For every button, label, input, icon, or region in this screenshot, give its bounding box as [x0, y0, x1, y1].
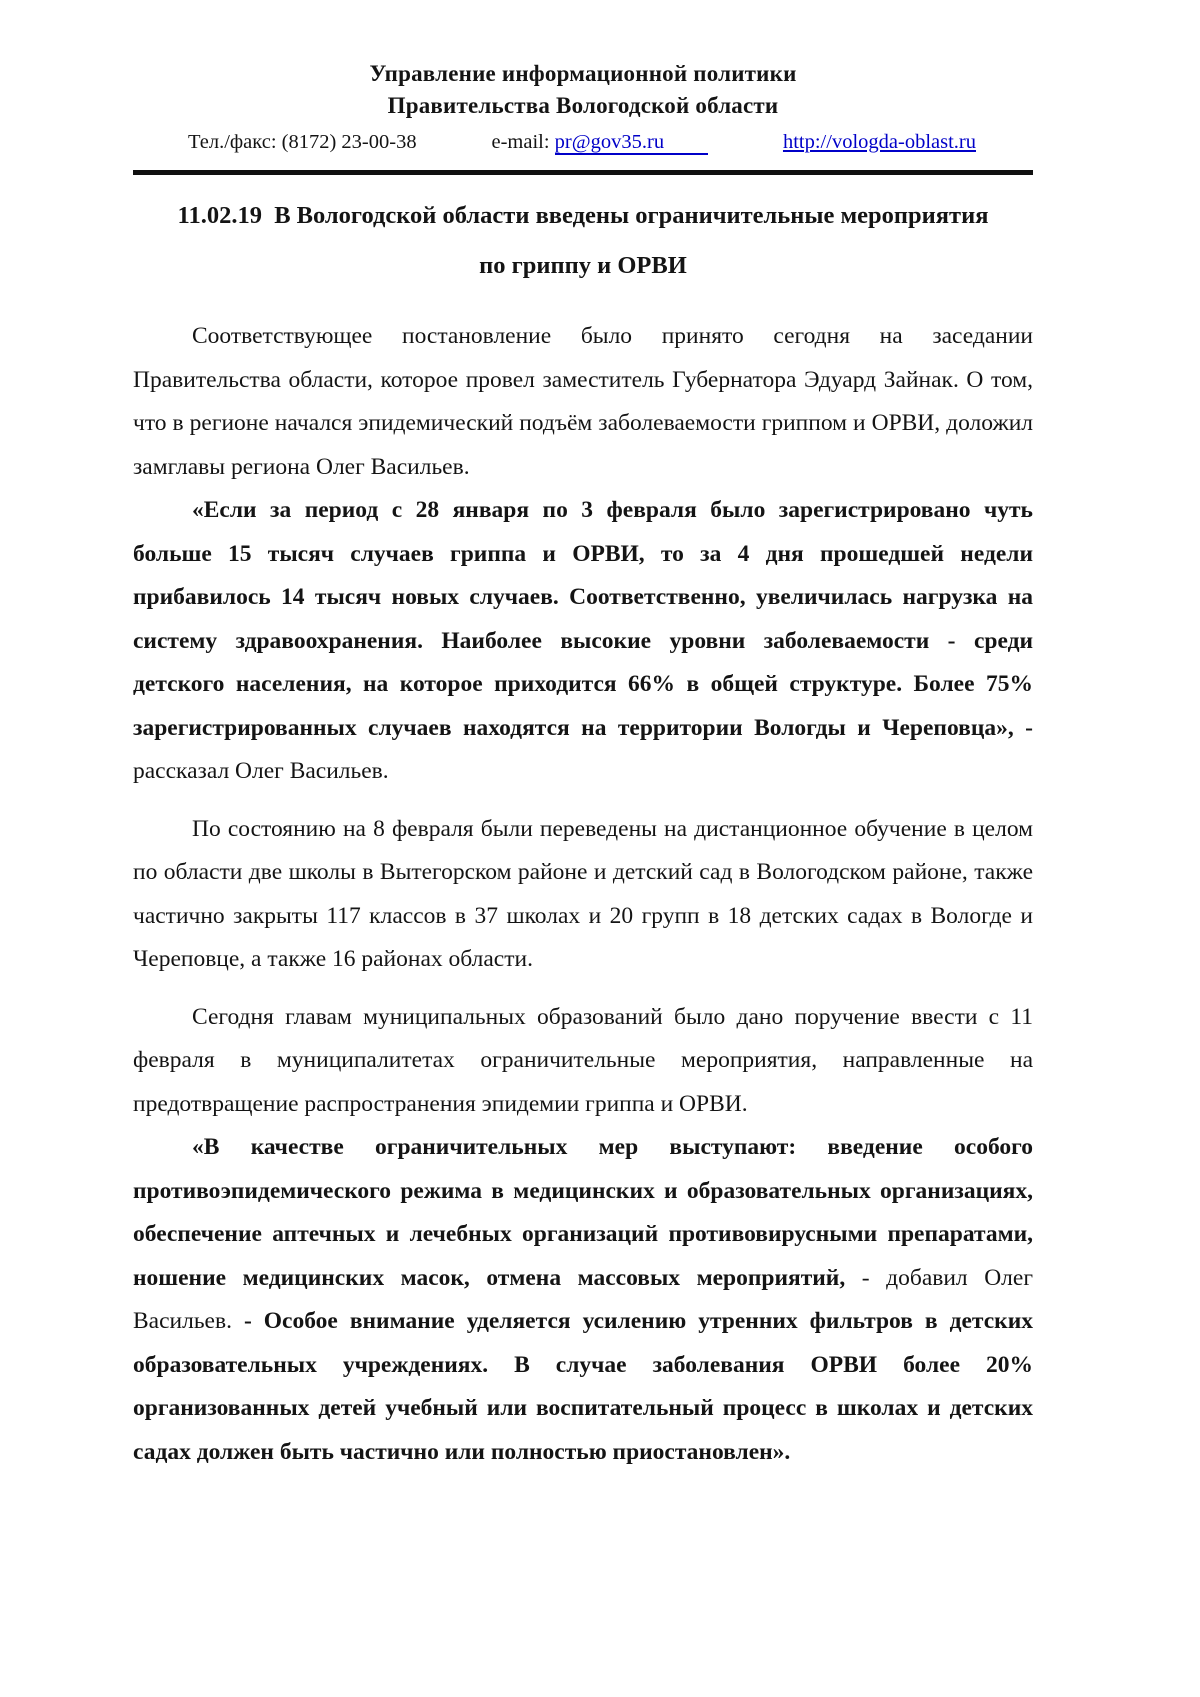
email-group [491, 129, 708, 155]
paragraph-1 [133, 315, 1033, 489]
paragraph-5 [133, 1126, 1033, 1474]
email-link[interactable]: pr@gov35.ru [555, 131, 708, 155]
contact-row [133, 129, 1033, 155]
paragraph-4-text: Сегодня главам муниципальных образований было дано поручение ввести с 11 февраля в муниципалитетах ограничительные мероприятия, направленные на предотвращение распространения эпидемии гриппа и ОРВИ. [133, 1003, 1033, 1117]
article-body [133, 315, 1033, 1474]
letterhead [133, 58, 1033, 175]
org-name-line2: Правительства Вологодской области [387, 93, 779, 118]
org-name-line1: Управление информационной политики [369, 61, 797, 86]
article-title-line2: по гриппу и ОРВИ [479, 252, 687, 279]
paragraph-3 [133, 808, 1033, 982]
paragraph-3-text: По состоянию на 8 февраля были переведены на дистанционное обучение в целом по области две школы в Вытегорском районе и детский сад в Вологодском районе, также частично закрыты 117 классов в 37 школах и 20 групп в 18 детских садах в Вологде и Череповце, а также 16 районах области. [133, 815, 1033, 972]
phone-fax: Тел./факс: (8172) 23-00-38 [188, 131, 417, 153]
paragraph-2 [133, 489, 1033, 794]
article-title-line1: 11.02.19 В Вологодской области введены ограничительные мероприятия [177, 202, 989, 229]
paragraph-2-attribution: рассказал Олег Васильев. [133, 758, 389, 784]
paragraph-2-quote: «Если за период с 28 января по 3 февраля было зарегистрировано чуть больше 15 тысяч случаев гриппа и ОРВИ, то за 4 дня прошедшей недели прибавилось 14 тысяч новых случаев. Соответственно, увеличилась нагрузка на систему здравоохранения. Наиболее высокие уровни заболеваемости - среди детского населения, на которое приходится 66% в общей структуре. Более 75% зарегистрированных случаев находятся на территории Вологды и Череповца», - [133, 497, 1033, 741]
text-block [133, 0, 1033, 1474]
paragraph-4 [133, 996, 1033, 1127]
paragraph-1-text: Соответствующее постановление было принято сегодня на заседании Правительства области, которое провел заместитель Губернатора Эдуард Зайнак. О том, что в регионе начался эпидемический подъём заболеваемости гриппом и ОРВИ, доложил замглавы региона Олег Васильев. [133, 323, 1033, 480]
email-label: e-mail: [491, 131, 555, 153]
paragraph-5-attribution: - добавил Олег Васильев. [133, 1264, 1033, 1334]
paragraph-5-quote-part2: - Особое внимание уделяется усилению утренних фильтров в детских образовательных учреждениях. В случае заболевания ОРВИ более 20% организованных детей учебный или воспитательный процесс в школах и детских садах должен быть частично или полностью приостановлен». [133, 1308, 1033, 1465]
article-title [133, 191, 1033, 291]
website-link[interactable]: http://vologda-oblast.ru [782, 131, 976, 153]
header-rule [133, 170, 1033, 175]
paragraph-5-quote-part1: «В качестве ограничительных мер выступают: введение особого противоэпидемического режима в медицинских и образовательных организациях, обеспечение аптечных и лечебных организаций противовирусными препаратами, ношение медицинских масок, отмена массовых мероприятий, [133, 1134, 1033, 1291]
